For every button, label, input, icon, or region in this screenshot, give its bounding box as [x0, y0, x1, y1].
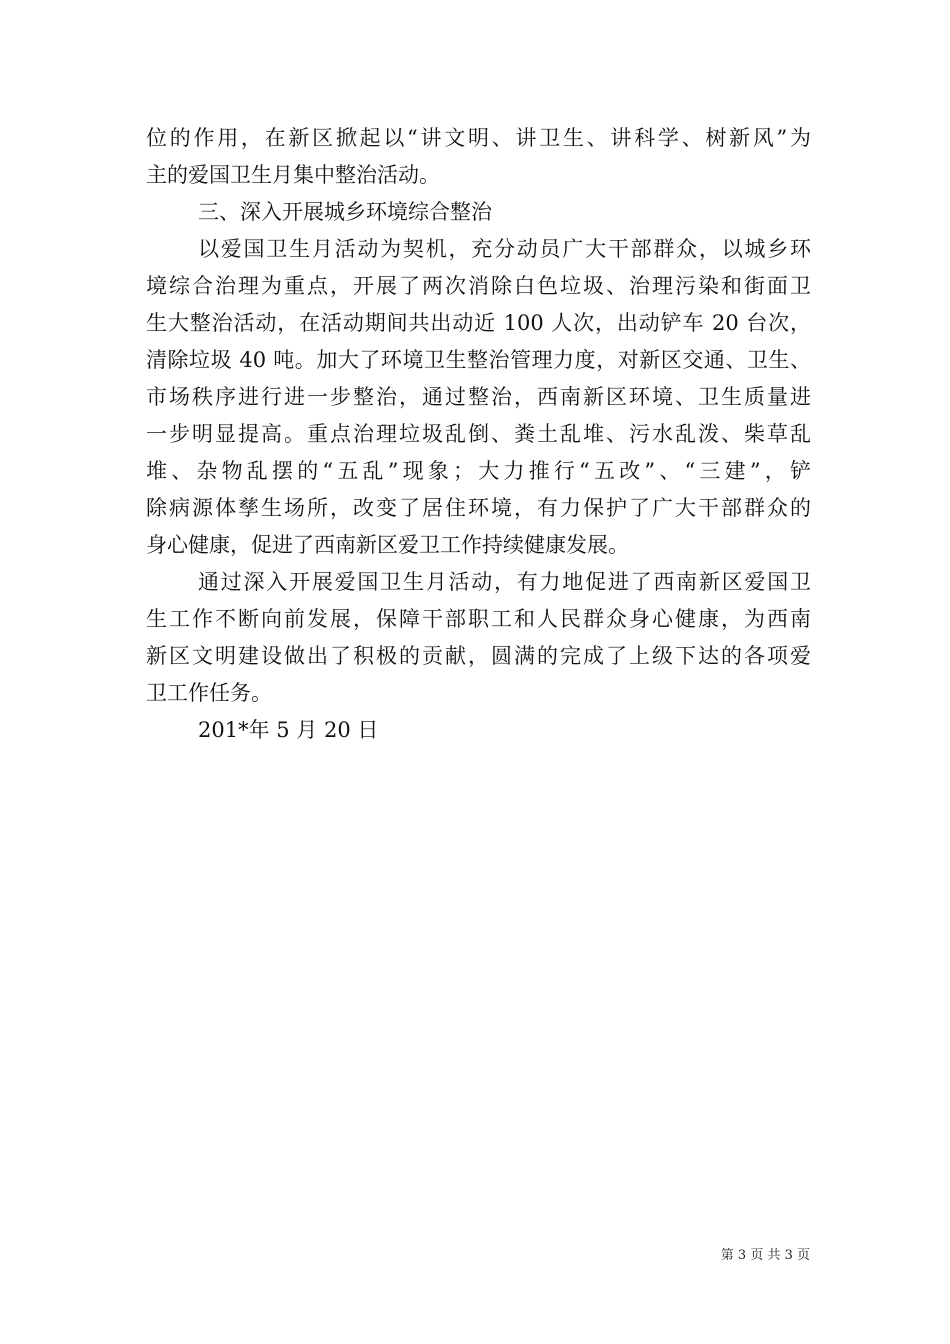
text-line: 卫工作任务。	[146, 681, 272, 705]
page-number-footer: 第 3 页 共 3 页	[720, 1248, 810, 1263]
text-line: 一步明显提高。重点治理垃圾乱倒、粪土乱堆、污水乱泼、柴草乱	[146, 422, 811, 446]
text-line: 除病源体孳生场所，改变了居住环境，有力保护了广大干部群众的	[146, 496, 811, 520]
document-body	[146, 120, 811, 749]
text-line: 主的爱国卫生月集中整治活动。	[146, 163, 440, 187]
paragraph-first-line: 以爱国卫生月活动为契机，充分动员广大干部群众，以城乡环	[198, 237, 811, 261]
document-date: 201*年 5 月 20 日	[198, 718, 379, 742]
text-line: 身心健康，促进了西南新区爱卫工作持续健康发展。	[146, 533, 629, 557]
text-line: 市场秩序进行进一步整治，通过整治，西南新区环境、卫生质量进	[146, 385, 811, 409]
text-line: 清除垃圾 40 吨。加大了环境卫生整治管理力度，对新区交通、卫生、	[146, 348, 811, 372]
section-heading: 三、深入开展城乡环境综合整治	[198, 200, 492, 224]
text-line: 生大整治活动，在活动期间共出动近 100 人次，出动铲车 20 台次，	[146, 311, 811, 335]
text-line: 境综合治理为重点，开展了两次消除白色垃圾、治理污染和街面卫	[146, 274, 811, 298]
text-line: 新区文明建设做出了积极的贡献，圆满的完成了上级下达的各项爱	[146, 644, 811, 668]
text-line: 位的作用，在新区掀起以“讲文明、讲卫生、讲科学、树新风”为	[146, 126, 811, 150]
paragraph-first-line: 通过深入开展爱国卫生月活动，有力地促进了西南新区爱国卫	[198, 570, 811, 594]
text-line: 生工作不断向前发展，保障干部职工和人民群众身心健康，为西南	[146, 607, 811, 631]
text-line: 堆、杂物乱摆的“五乱”现象；大力推行“五改”、“三建”，铲	[146, 459, 811, 483]
